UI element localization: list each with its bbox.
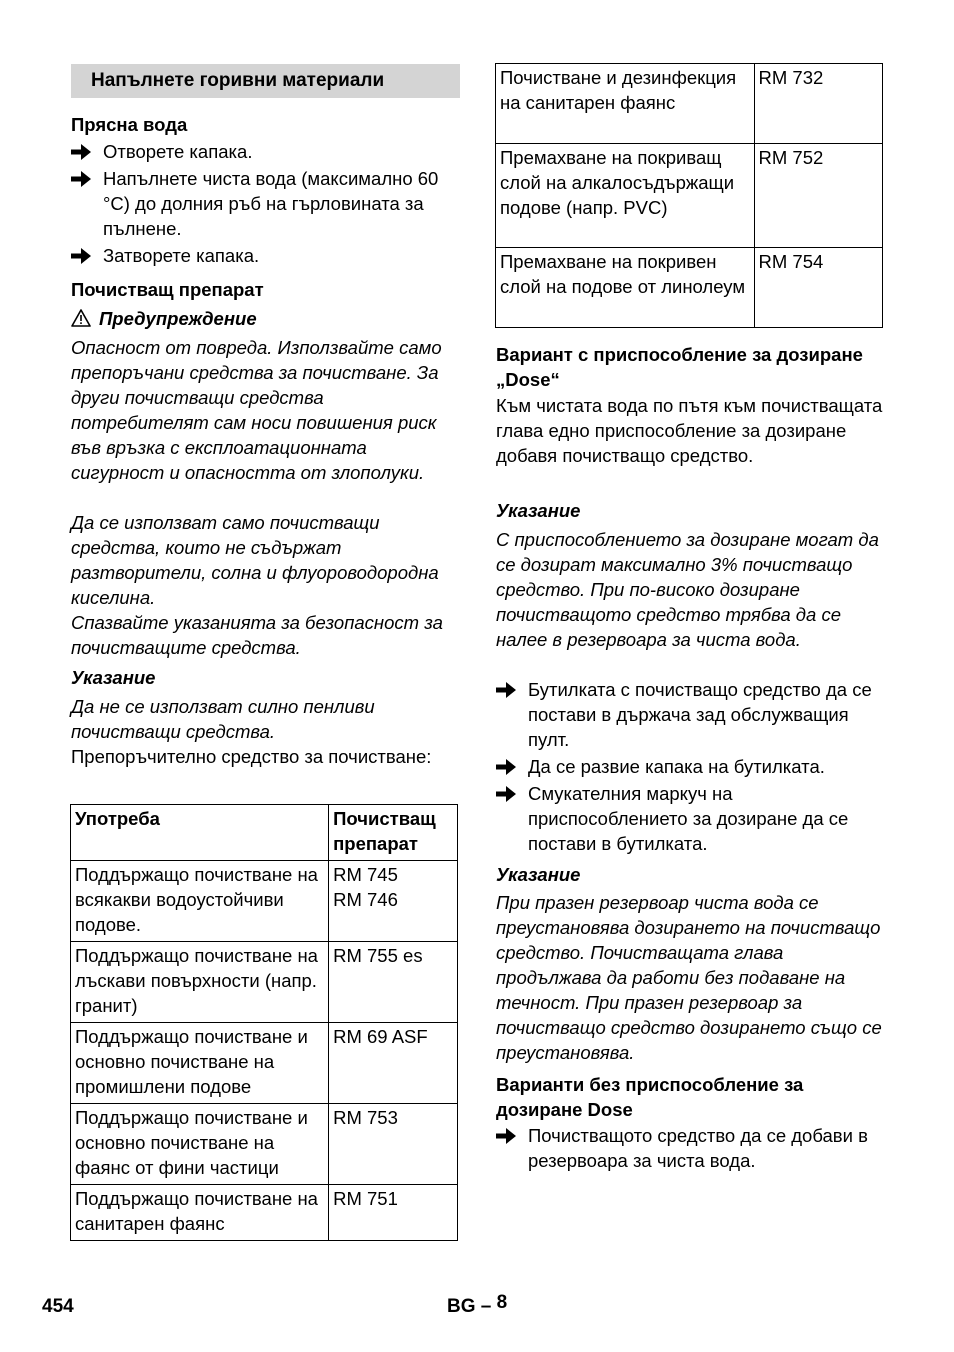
recommend-text: Препоръчително средство за почистване:: [71, 746, 432, 767]
no-dose-variant-heading: Варианти без приспособление за дозиране Dose: [496, 1074, 804, 1120]
step-text: Затворете капака.: [103, 245, 260, 266]
step-text: Да се развие капака на бутилката.: [528, 756, 825, 777]
table-row: [71, 1023, 458, 1104]
footer-language: BG: [447, 1296, 476, 1317]
detergent-table-continued: [495, 63, 883, 328]
table-cell: RM 732: [754, 64, 883, 144]
note-text: Да не се използват силно пенливи почистващи средства.: [71, 696, 375, 742]
fresh-water-heading: Прясна вода: [71, 114, 188, 135]
arrow-right-icon: [496, 754, 518, 775]
note-label: Указание: [71, 667, 156, 688]
table-cell: Премахване на покриващ слой на алкалосъдържащи подове (напр. PVC): [496, 144, 755, 248]
step-text: Почистващото средство да се добави в резервоара за чиста вода.: [528, 1125, 868, 1171]
warning-text: Опасност от повреда. Използвайте само препоръчани средства за почистване. За други почистващи средства потребителят сам носи повишения риск във връзка с експлоатационната сигурност и опасността от злополуки.: [71, 337, 442, 483]
arrow-right-icon: [496, 677, 518, 698]
arrow-right-icon: [496, 1123, 518, 1144]
table-row: [71, 1185, 458, 1241]
table-cell: RM 69 ASF: [329, 1023, 458, 1104]
warning-text-3: Спазвайте указанията за безопасност за почистващите средства.: [71, 612, 443, 658]
table-row: [496, 144, 883, 248]
page-footer-label: [447, 1292, 508, 1318]
table-cell: Поддържащо почистване и основно почистване на промишлени подове: [71, 1023, 329, 1104]
table-header-cell: Почистващ препарат: [329, 805, 458, 861]
table-cell: Поддържащо почистване на санитарен фаянс: [71, 1185, 329, 1241]
warning-line: [71, 306, 460, 333]
table-cell: Поддържащо почистване на всякакви водоустойчиви подове.: [71, 861, 329, 942]
table-row: [496, 248, 883, 328]
note-text-2: При празен резервоар чиста вода се преустановява дозирането на почистващо средство. Почистващата глава продължава да работи без подаване на течност. При празен резервоар за почистващо средство дозирането също се преустановява.: [496, 892, 882, 1063]
dose-variant-text: Към чистата вода по пътя към почистващата глава едно приспособление за дозиране добавя почистващо средство.: [496, 395, 883, 466]
table-row: [71, 861, 458, 942]
table-row: [71, 942, 458, 1023]
arrow-right-icon: [71, 243, 93, 264]
arrow-right-icon: [71, 166, 93, 187]
warning-text-2: Да се използват само почистващи средства, които не съдържат разтворители, солна и флуороводородна киселина.: [71, 512, 439, 608]
table-header-row: [71, 805, 458, 861]
warning-label: Предупреждение: [99, 308, 257, 329]
table-cell: RM 745 RM 746: [329, 861, 458, 942]
table-cell: Почистване и дезинфекция на санитарен фаянс: [496, 64, 755, 144]
arrow-right-icon: [71, 139, 93, 160]
footer-subpage: 8: [496, 1292, 508, 1313]
step-text: Смукателния маркуч на приспособлението за дозиране да се постави в бутилката.: [528, 783, 849, 854]
table-row: [71, 1104, 458, 1185]
detergent-heading: Почистващ препарат: [71, 279, 264, 300]
arrow-right-icon: [496, 781, 518, 802]
dose-variant-heading: Вариант с приспособление за дозиране „Dose“: [496, 344, 863, 390]
warning-triangle-icon: [71, 308, 91, 333]
page-number: 454: [42, 1296, 74, 1317]
table-cell: Поддържащо почистване и основно почистване на фаянс от фини частици: [71, 1104, 329, 1185]
note-label-2: Указание: [496, 864, 581, 885]
table-header-cell: Употреба: [71, 805, 329, 861]
table-cell: RM 751: [329, 1185, 458, 1241]
table-cell: RM 752: [754, 144, 883, 248]
table-cell: RM 754: [754, 248, 883, 328]
table-cell: Поддържащо почистване на лъскави повърхности (напр. гранит): [71, 942, 329, 1023]
step-text: Бутилката с почистващо средство да се постави в държача зад обслужващия пулт.: [528, 679, 872, 750]
table-row: [496, 64, 883, 144]
note-label: Указание: [496, 500, 581, 521]
table-cell: Премахване на покривен слой на подове от линолеум: [496, 248, 755, 328]
note-text: С приспособлението за дозиране могат да се дозират максимално 3% почистващо средство. При по-високо дозиране почистващото средство трябва да се налее в резервоара за чиста вода.: [496, 529, 879, 650]
table-cell: RM 753: [329, 1104, 458, 1185]
table-cell: RM 755 es: [329, 942, 458, 1023]
detergent-table: [70, 804, 458, 1241]
footer-dash: –: [480, 1296, 492, 1317]
step-text: Напълнете чиста вода (максимално 60 °C) до долния ръб на гърловината за пълнене.: [103, 168, 439, 239]
section-title: Напълнете горивни материали: [71, 64, 460, 98]
step-text: Отворете капака.: [103, 141, 253, 162]
